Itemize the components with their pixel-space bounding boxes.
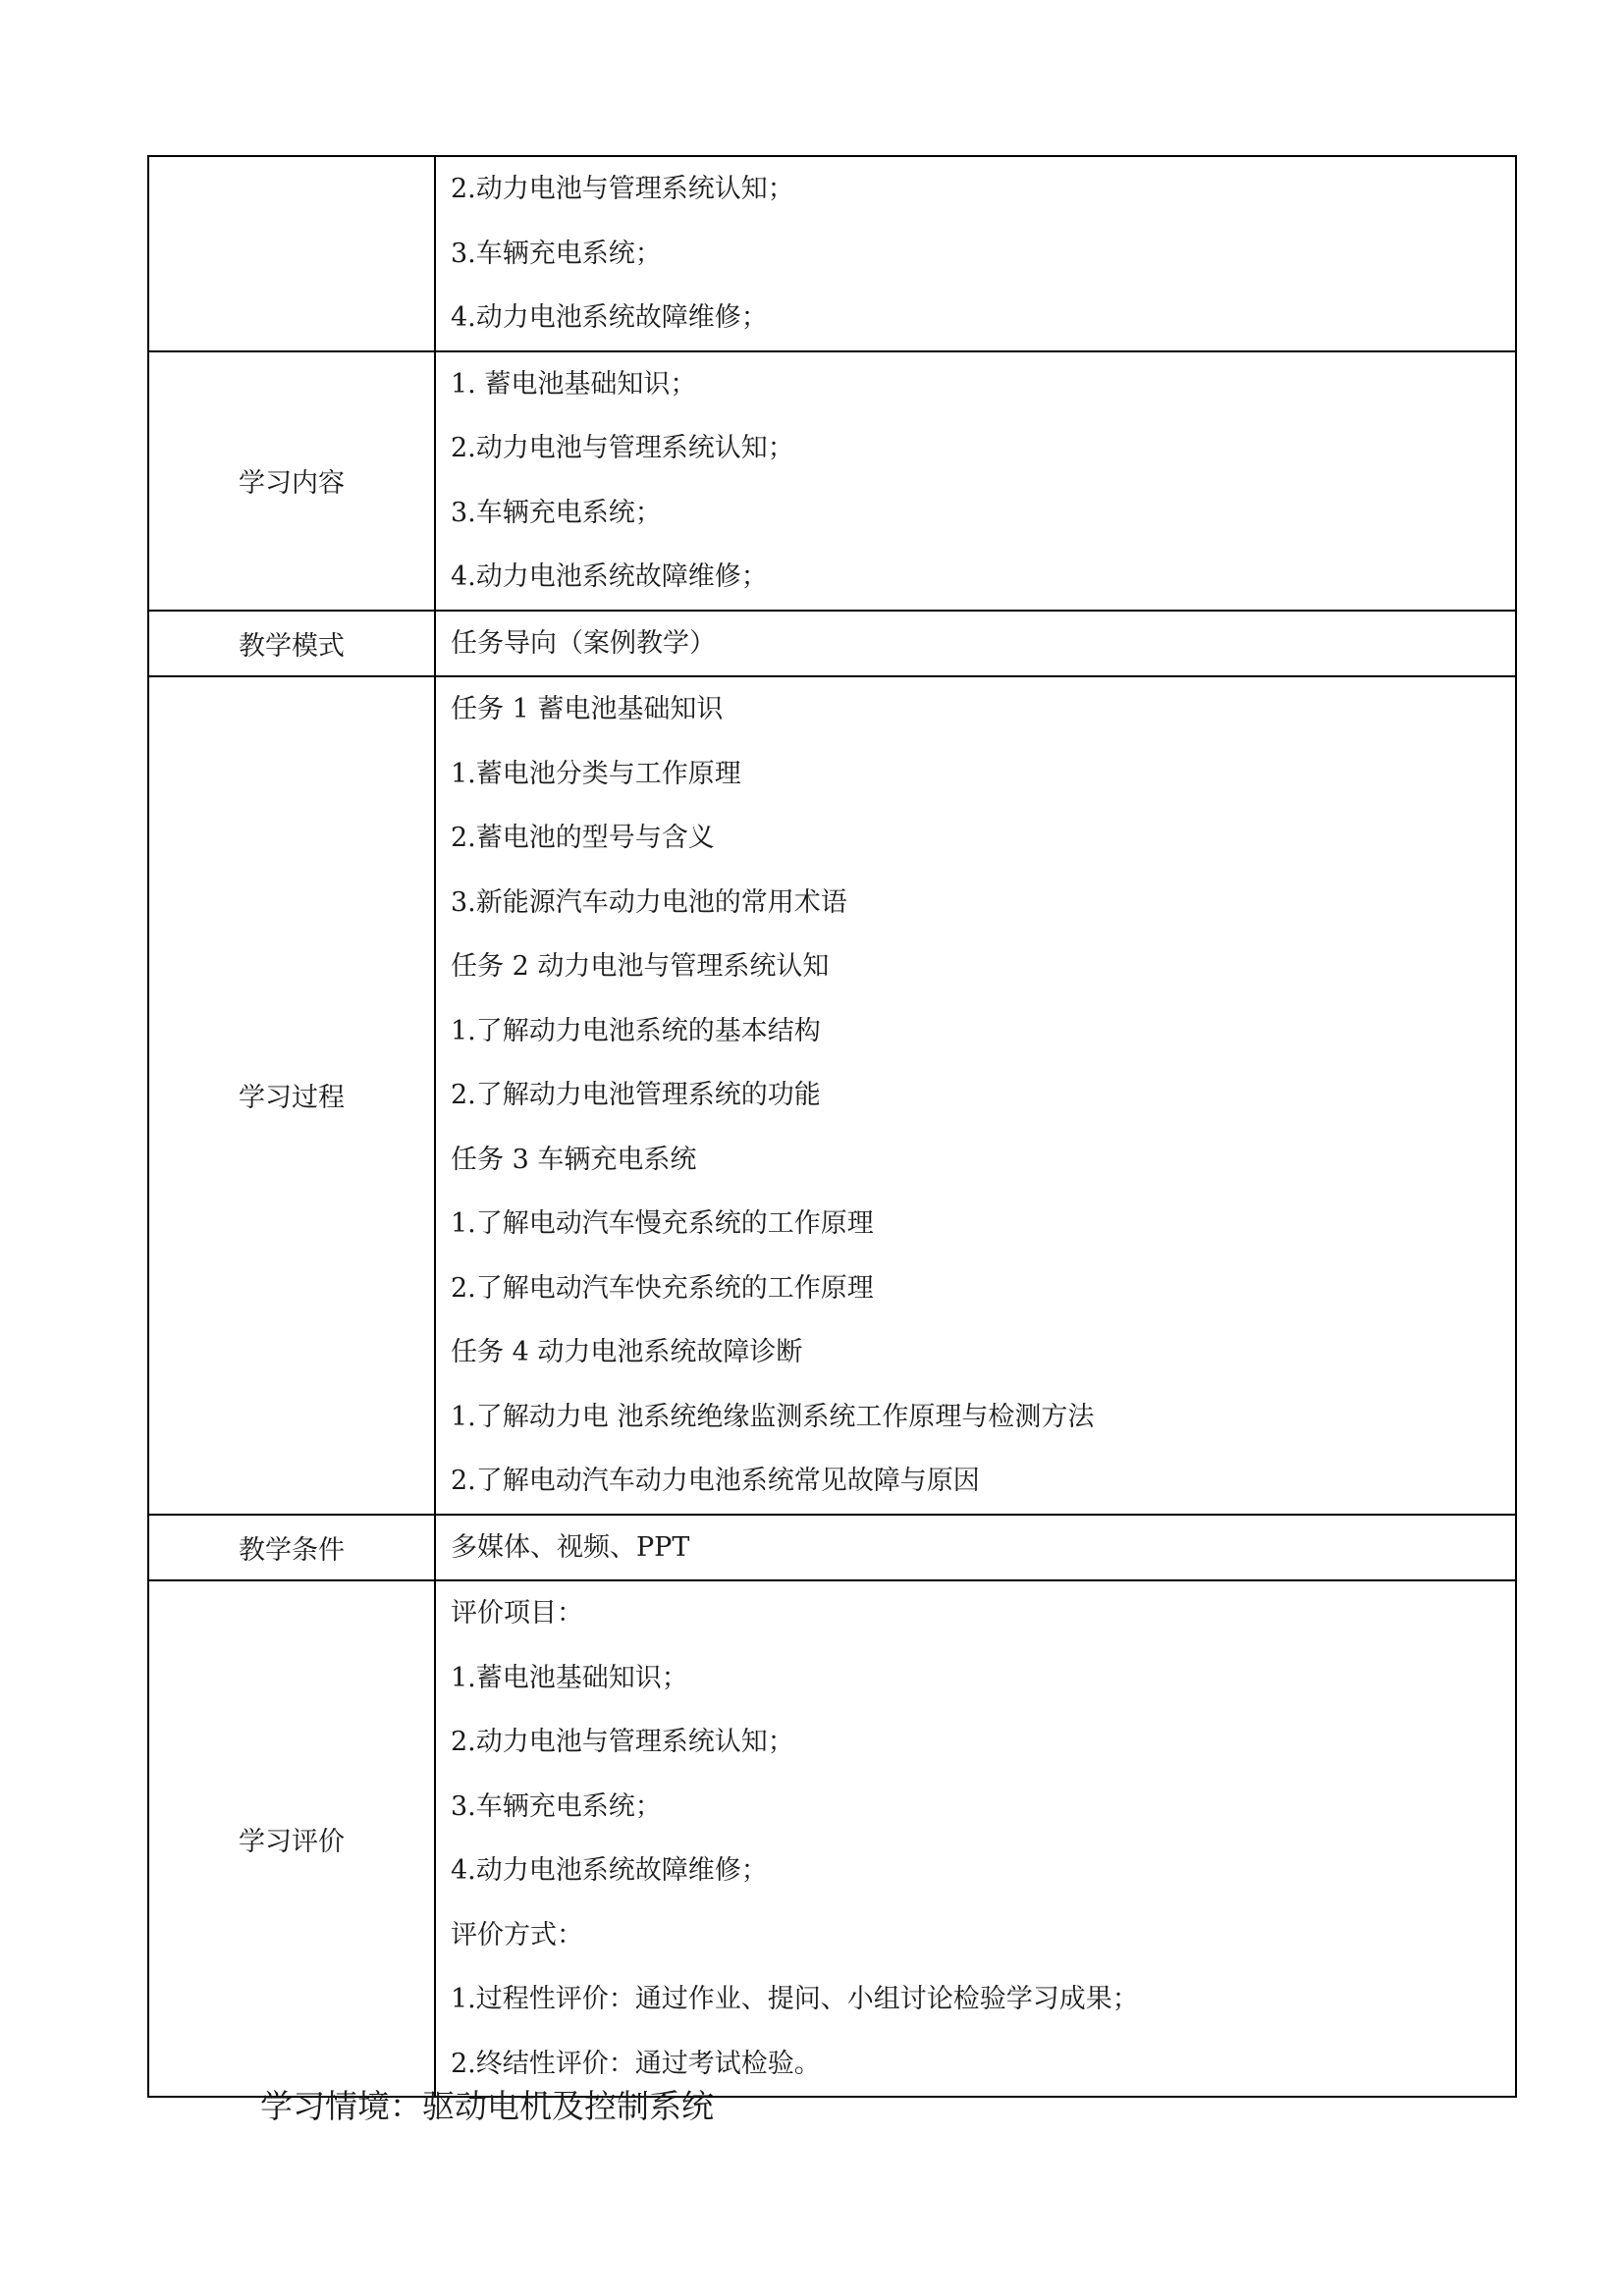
row-content: [435, 156, 1516, 351]
content-line: 1.了解动力电池系统的基本结构: [451, 1015, 821, 1046]
content-line: 3.车辆充电系统；: [451, 238, 662, 269]
row-content: [435, 1515, 1516, 1581]
content-line: 3.车辆充电系统；: [451, 497, 662, 528]
row-label: 学习内容: [148, 351, 435, 611]
row-label: 教学模式: [148, 611, 435, 677]
table-row: [148, 1515, 1516, 1581]
content-line: 任务 4 动力电池系统故障诊断: [451, 1337, 803, 1367]
content-line: 2.了解动力电池管理系统的功能: [451, 1080, 821, 1110]
row-label: 教学条件: [148, 1515, 435, 1581]
table-row: [148, 676, 1516, 1515]
section-heading: 学习情境：驱动电机及控制系统: [260, 2087, 714, 2125]
content-line: 任务 3 车辆充电系统: [451, 1144, 697, 1175]
content-line: 2.终结性评价：通过考试检验。: [451, 2048, 821, 2079]
content-line: 3.车辆充电系统；: [451, 1790, 662, 1822]
content-line: 2.动力电池与管理系统认知；: [451, 1727, 794, 1757]
content-line: 任务 2 动力电池与管理系统认知: [451, 951, 830, 982]
content-line: 评价方式：: [451, 1919, 583, 1950]
row-label: [148, 156, 435, 351]
content-line: 2.动力电池与管理系统认知；: [451, 433, 794, 463]
content-line: 多媒体、视频、PPT: [451, 1531, 690, 1563]
row-label: 学习评价: [148, 1580, 435, 2097]
content-line: 任务导向（案例教学）: [451, 627, 716, 659]
content-line: 1.了解电动汽车慢充系统的工作原理: [451, 1208, 874, 1239]
content-line: 4.动力电池系统故障维修；: [451, 561, 768, 592]
content-line: 2.动力电池与管理系统认知；: [451, 174, 794, 204]
content-line: 4.动力电池系统故障维修；: [451, 1855, 768, 1886]
content-line: 1.过程性评价：通过作业、提问、小组讨论检验学习成果；: [451, 1984, 1139, 2014]
content-line: 4.动力电池系统故障维修；: [451, 302, 768, 333]
row-content: [435, 611, 1516, 677]
row-content: [435, 351, 1516, 611]
table-row: [148, 611, 1516, 677]
content-line: 1.蓄电池基础知识；: [451, 1662, 688, 1693]
content-line: 1.了解动力电 池系统绝缘监测系统工作原理与检测方法: [451, 1401, 1095, 1432]
course-info-table: [147, 155, 1517, 2098]
content-line: 1.蓄电池分类与工作原理: [451, 758, 741, 789]
table-row: [148, 1580, 1516, 2097]
content-line: 1. 蓄电池基础知识；: [451, 368, 697, 400]
row-content: [435, 676, 1516, 1515]
content-line: 2.了解电动汽车动力电池系统常见故障与原因: [451, 1466, 980, 1496]
content-line: 2.了解电动汽车快充系统的工作原理: [451, 1272, 874, 1304]
content-line: 2.蓄电池的型号与含义: [451, 823, 715, 853]
content-line: 3.新能源汽车动力电池的常用术语: [451, 886, 847, 918]
table-row: [148, 351, 1516, 611]
content-line: 评价项目：: [451, 1598, 583, 1629]
content-line: 任务 1 蓄电池基础知识: [451, 694, 724, 724]
table-row: [148, 156, 1516, 351]
row-content: [435, 1580, 1516, 2097]
row-label: 学习过程: [148, 676, 435, 1515]
